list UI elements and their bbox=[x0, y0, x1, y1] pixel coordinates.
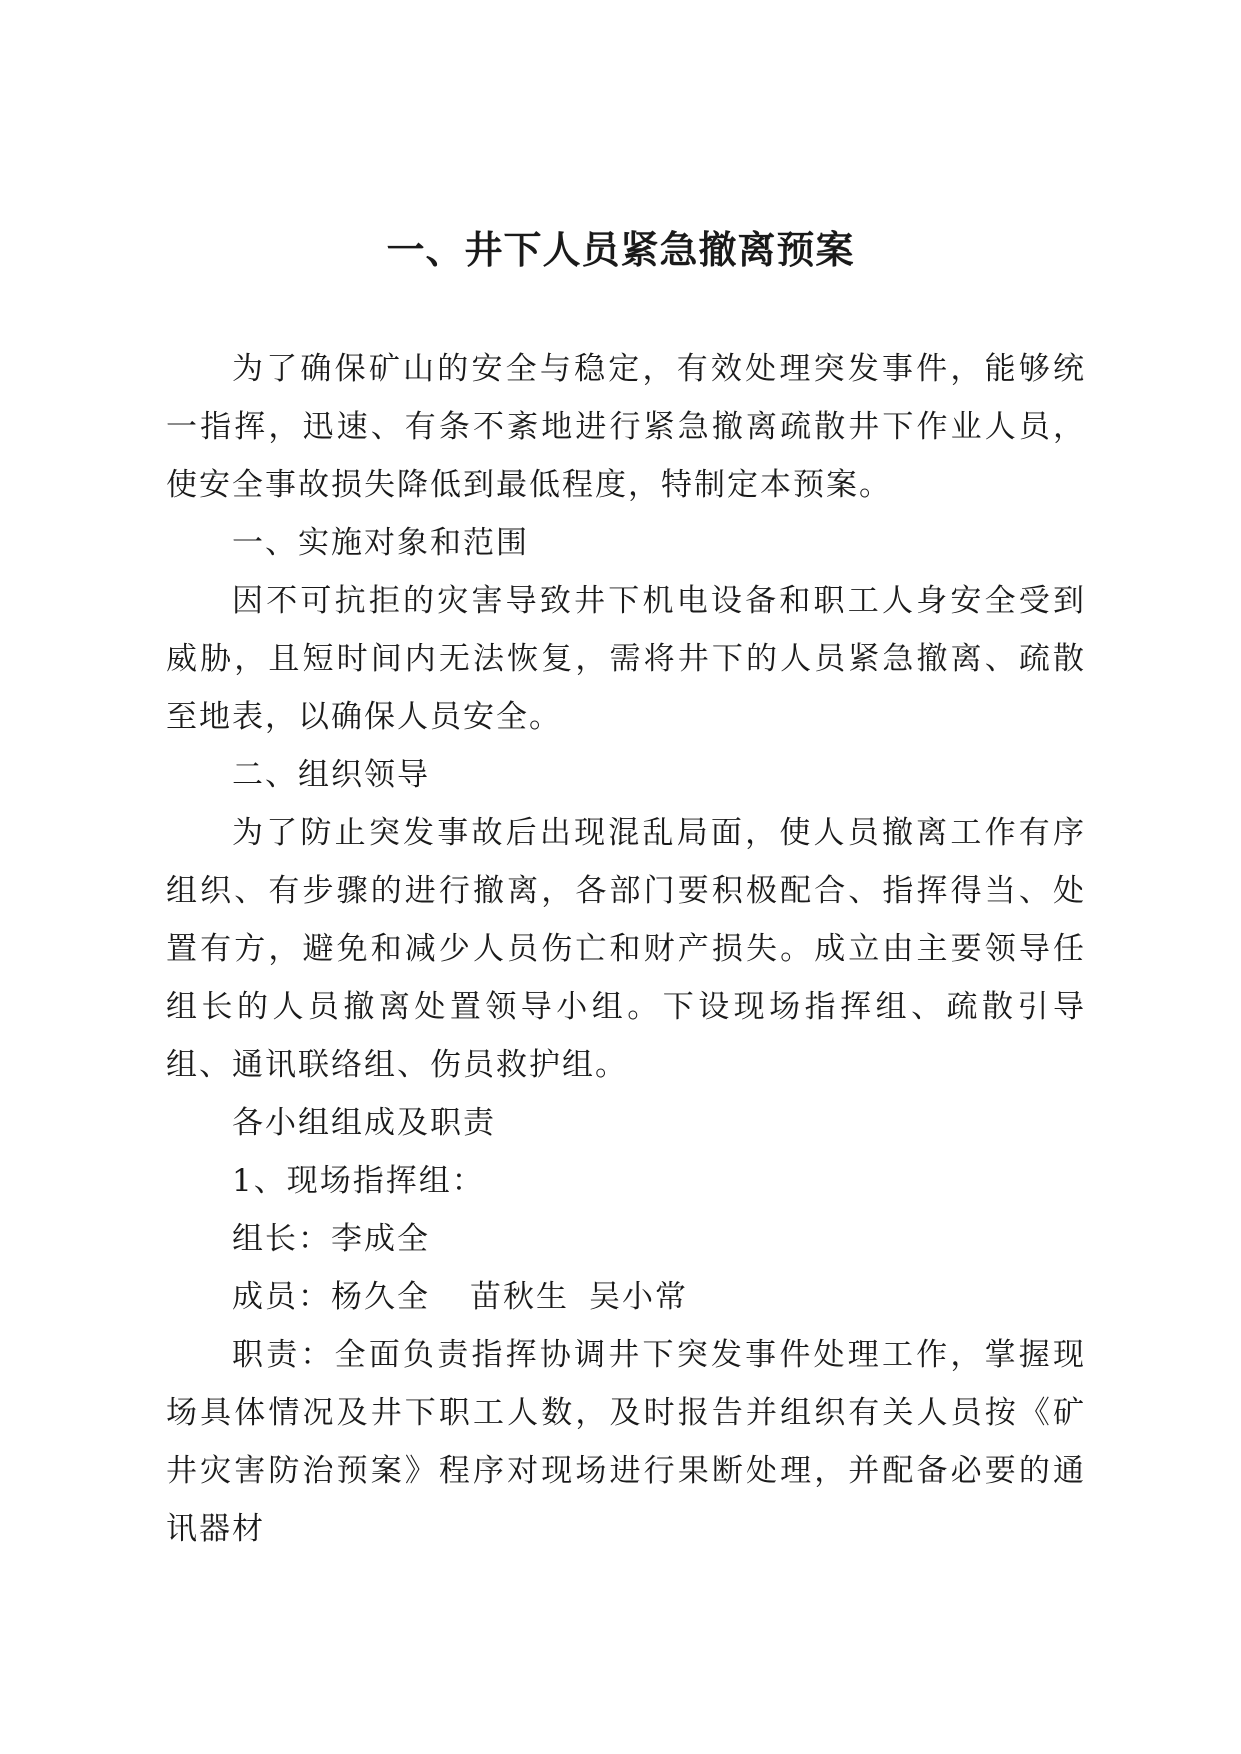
group1-heading: 1、现场指挥组： bbox=[232, 1163, 485, 1199]
member-name: 吴小常 bbox=[589, 1279, 688, 1315]
section1-heading: 一、实施对象和范围 bbox=[232, 525, 529, 561]
leader-name: 李成全 bbox=[331, 1221, 430, 1257]
group1-leader-line bbox=[166, 1210, 1086, 1268]
section1-paragraph: 因不可抗拒的灾害导致井下机电设备和职工人身安全受到威胁，且短时间内无法恢复，需将井下的人员紧急撤离、疏散至地表，以确保人员安全。 bbox=[166, 583, 1086, 735]
group1-duty-paragraph: 职责：全面负责指挥协调井下突发事件处理工作，掌握现场具体情况及井下职工人数，及时报告并组织有关人员按《矿井灾害防治预案》程序对现场进行果断处理，并配备必要的通讯器材 bbox=[166, 1337, 1086, 1547]
leader-label: 组长： bbox=[232, 1221, 331, 1257]
group1-members-line bbox=[166, 1268, 1086, 1326]
groups-heading: 各小组组成及职责 bbox=[232, 1105, 496, 1141]
section2-heading: 二、组织领导 bbox=[232, 757, 430, 793]
intro-paragraph: 为了确保矿山的安全与稳定，有效处理突发事件，能够统一指挥，迅速、有条不紊地进行紧急撤离疏散井下作业人员，使安全事故损失降低到最低程度，特制定本预案。 bbox=[166, 351, 1086, 503]
member-name: 苗秋生 bbox=[470, 1279, 569, 1315]
members-label: 成员： bbox=[232, 1279, 331, 1315]
document-body bbox=[166, 340, 1086, 1558]
page-title: 一、井下人员紧急撤离预案 bbox=[386, 227, 855, 272]
section2-paragraph: 为了防止突发事故后出现混乱局面，使人员撤离工作有序组织、有步骤的进行撤离，各部门要积极配合、指挥得当、处置有方，避免和减少人员伤亡和财产损失。成立由主要领导任组长的人员撤离处置领导小组。下设现场指挥组、疏散引导组、通讯联络组、伤员救护组。 bbox=[166, 815, 1086, 1083]
member-name: 杨久全 bbox=[331, 1279, 430, 1315]
